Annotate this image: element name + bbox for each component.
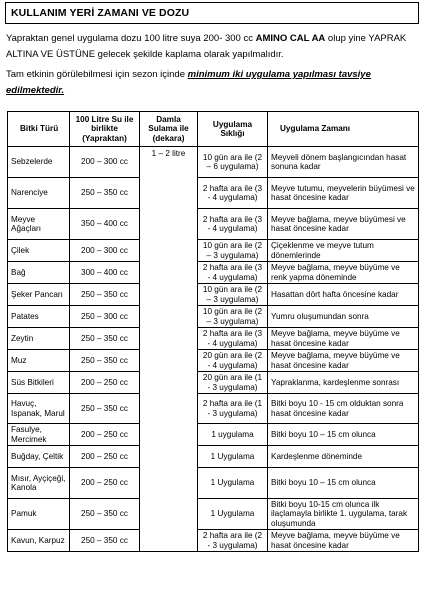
frequency-cell: 20 gün ara ile (1 - 3 uygulama) bbox=[198, 372, 268, 394]
plant-cell: Narenciye bbox=[8, 178, 70, 209]
drip-dose-cell bbox=[140, 284, 198, 306]
intro-paragraph-2 bbox=[6, 67, 420, 99]
timing-cell: Bitki boyu 10 – 15 cm olunca bbox=[268, 468, 419, 499]
table-row bbox=[8, 372, 419, 394]
timing-cell: Meyve bağlama, meyve büyüme ve renk yapma döneminde bbox=[268, 262, 419, 284]
frequency-cell: 1 Uygulama bbox=[198, 499, 268, 530]
timing-cell: Kardeşlenme döneminde bbox=[268, 446, 419, 468]
frequency-cell: 1 Uygulama bbox=[198, 446, 268, 468]
frequency-cell: 1 uygulama bbox=[198, 424, 268, 446]
foliar-dose-cell: 250 – 350 cc bbox=[70, 328, 140, 350]
drip-dose-cell bbox=[140, 394, 198, 424]
table-row bbox=[8, 446, 419, 468]
frequency-cell: 10 gün ara ile (2 – 3 uygulama) bbox=[198, 306, 268, 328]
timing-cell: Bitki boyu 10 - 15 cm olduktan sonra hasat öncesine kadar bbox=[268, 394, 419, 424]
table-row bbox=[8, 147, 419, 178]
drip-dose-cell: 1 – 2 litre bbox=[140, 147, 198, 178]
plant-cell: Çilek bbox=[8, 240, 70, 262]
drip-dose-cell bbox=[140, 424, 198, 446]
plant-cell: Zeytin bbox=[8, 328, 70, 350]
drip-dose-cell bbox=[140, 372, 198, 394]
drip-dose-cell bbox=[140, 262, 198, 284]
foliar-dose-cell: 350 – 400 cc bbox=[70, 209, 140, 240]
intro-text-2a: Tam etkinin görülebilmesi için sezon içinde bbox=[6, 69, 188, 80]
timing-cell: Meyveli dönem başlangıcından hasat sonuna kadar bbox=[268, 147, 419, 178]
plant-cell: Havuç, Ispanak, Marul bbox=[8, 394, 70, 424]
frequency-cell: 10 gün ara ile (2 – 3 uygulama) bbox=[198, 240, 268, 262]
timing-cell: Hasattan dört hafta öncesine kadar bbox=[268, 284, 419, 306]
table-row bbox=[8, 394, 419, 424]
intro-paragraph-1 bbox=[6, 31, 420, 63]
timing-cell: Meyve bağlama, meyve büyüme ve hasat öncesine kadar bbox=[268, 328, 419, 350]
frequency-cell: 2 hafta ara ile (1 - 3 uygulama) bbox=[198, 394, 268, 424]
foliar-dose-cell: 250 – 350 cc bbox=[70, 178, 140, 209]
plant-cell: Pamuk bbox=[8, 499, 70, 530]
frequency-cell: 20 gün ara ile (2 - 4 uygulama) bbox=[198, 350, 268, 372]
table-body bbox=[8, 147, 419, 552]
timing-cell: Bitki boyu 10 – 15 cm olunca bbox=[268, 424, 419, 446]
plant-cell: Bağ bbox=[8, 262, 70, 284]
table-row bbox=[8, 284, 419, 306]
foliar-dose-cell: 200 – 300 cc bbox=[70, 240, 140, 262]
frequency-cell: 10 gün ara ile (2 – 6 uygulama) bbox=[198, 147, 268, 178]
timing-cell: Meyve bağlama, meyve büyüme ve hasat öncesine kadar bbox=[268, 530, 419, 552]
table-row bbox=[8, 178, 419, 209]
table-row bbox=[8, 424, 419, 446]
product-name: AMINO CAL AA bbox=[255, 33, 326, 44]
foliar-dose-cell: 250 – 350 cc bbox=[70, 284, 140, 306]
recommendation-emphasis: minimum iki uygulama yapılması tavsiye edilmektedir. bbox=[6, 69, 371, 96]
table-header-row bbox=[8, 112, 419, 147]
drip-dose-cell bbox=[140, 446, 198, 468]
drip-dose-cell bbox=[140, 240, 198, 262]
plant-cell: Meyve Ağaçları bbox=[8, 209, 70, 240]
timing-cell: Meyve bağlama, meyve büyüme ve hasat öncesine kadar bbox=[268, 350, 419, 372]
table-row bbox=[8, 209, 419, 240]
table-row bbox=[8, 468, 419, 499]
foliar-dose-cell: 250 – 350 cc bbox=[70, 394, 140, 424]
foliar-dose-cell: 250 – 350 cc bbox=[70, 499, 140, 530]
header-drip: Damla Sulama ile (dekara) bbox=[140, 112, 198, 147]
timing-cell: Yumru oluşumundan sonra bbox=[268, 306, 419, 328]
table-row bbox=[8, 350, 419, 372]
section-title bbox=[5, 2, 419, 24]
table-row bbox=[8, 328, 419, 350]
intro-text-1b: olup yine YAPRAK ALTINA VE ÜSTÜNE gelecek şekilde kaplama olarak yapılmalıdır. bbox=[6, 33, 407, 60]
plant-cell: Muz bbox=[8, 350, 70, 372]
frequency-cell: 2 hafta ara ile (3 - 4 uygulama) bbox=[198, 328, 268, 350]
table-row bbox=[8, 499, 419, 530]
foliar-dose-cell: 250 – 300 cc bbox=[70, 306, 140, 328]
drip-dose-cell bbox=[140, 468, 198, 499]
plant-cell: Mısır, Ayçiçeği, Kanola bbox=[8, 468, 70, 499]
timing-cell: Meyve bağlama, meyve büyümesi ve hasat öncesine kadar bbox=[268, 209, 419, 240]
frequency-cell: 1 Uygulama bbox=[198, 468, 268, 499]
drip-dose-cell bbox=[140, 530, 198, 552]
foliar-dose-cell: 200 – 250 cc bbox=[70, 372, 140, 394]
plant-cell: Sebzelerde bbox=[8, 147, 70, 178]
drip-dose-cell bbox=[140, 209, 198, 240]
timing-cell: Çiçeklenme ve meyve tutum dönemlerinde bbox=[268, 240, 419, 262]
plant-cell: Patates bbox=[8, 306, 70, 328]
frequency-cell: 10 gün ara ile (2 – 3 uygulama) bbox=[198, 284, 268, 306]
table-row bbox=[8, 240, 419, 262]
frequency-cell: 2 hafta ara ile (2 - 3 uygulama) bbox=[198, 530, 268, 552]
timing-cell: Meyve tutumu, meyvelerin büyümesi ve hasat öncesine kadar bbox=[268, 178, 419, 209]
section-title-text: KULLANIM YERİ ZAMANI VE DOZU bbox=[11, 7, 190, 19]
table-row bbox=[8, 530, 419, 552]
foliar-dose-cell: 250 – 350 cc bbox=[70, 530, 140, 552]
application-table bbox=[7, 111, 419, 552]
frequency-cell: 2 hafta ara ile (3 - 4 uygulama) bbox=[198, 262, 268, 284]
frequency-cell: 2 hafta ara ile (3 - 4 uygulama) bbox=[198, 209, 268, 240]
foliar-dose-cell: 200 – 300 cc bbox=[70, 147, 140, 178]
drip-dose-cell bbox=[140, 178, 198, 209]
header-plant: Bitki Türü bbox=[8, 112, 70, 147]
intro-text-1a: Yapraktan genel uygulama dozu 100 litre suya 200- 300 cc bbox=[6, 33, 256, 44]
plant-cell: Şeker Pancarı bbox=[8, 284, 70, 306]
timing-cell: Bitki boyu 10-15 cm olunca ilk ilaçlamayla birlikte 1. uygulama, tarak oluşumunda bbox=[268, 499, 419, 530]
plant-cell: Fasulye, Mercimek bbox=[8, 424, 70, 446]
timing-cell: Yapraklanma, kardeşlenme sonrası bbox=[268, 372, 419, 394]
plant-cell: Kavun, Karpuz bbox=[8, 530, 70, 552]
table-row bbox=[8, 306, 419, 328]
header-frequency: Uygulama Sıklığı bbox=[198, 112, 268, 147]
frequency-cell: 2 hafta ara ile (3 - 4 uygulama) bbox=[198, 178, 268, 209]
table-row bbox=[8, 262, 419, 284]
drip-dose-cell bbox=[140, 350, 198, 372]
plant-cell: Buğday, Çeltik bbox=[8, 446, 70, 468]
foliar-dose-cell: 250 – 350 cc bbox=[70, 350, 140, 372]
intro-text bbox=[6, 31, 420, 99]
drip-dose-cell bbox=[140, 306, 198, 328]
drip-dose-cell bbox=[140, 499, 198, 530]
header-foliar-dose: 100 Litre Su ile birlikte (Yapraktan) bbox=[70, 112, 140, 147]
foliar-dose-cell: 200 – 250 cc bbox=[70, 424, 140, 446]
header-timing: Uygulama Zamanı bbox=[268, 112, 419, 147]
foliar-dose-cell: 300 – 400 cc bbox=[70, 262, 140, 284]
foliar-dose-cell: 200 – 250 cc bbox=[70, 468, 140, 499]
plant-cell: Süs Bitkileri bbox=[8, 372, 70, 394]
drip-dose-cell bbox=[140, 328, 198, 350]
foliar-dose-cell: 200 – 250 cc bbox=[70, 446, 140, 468]
